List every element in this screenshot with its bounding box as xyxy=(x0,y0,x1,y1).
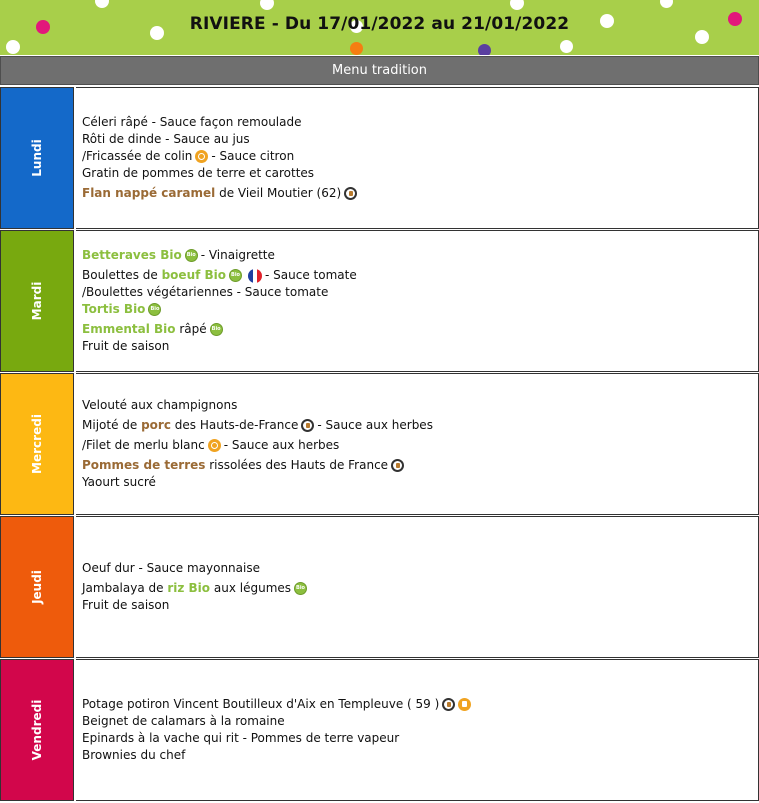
day-row-jeudi xyxy=(0,516,759,658)
local-product-icon xyxy=(442,698,455,711)
decor-dot xyxy=(6,40,20,54)
menu-line: Brownies du chef xyxy=(82,748,186,762)
day-name: Mercredi xyxy=(30,414,44,474)
day-name: Mardi xyxy=(30,281,44,321)
local-product-icon xyxy=(301,419,314,432)
dish-text: - Sauce aux herbes xyxy=(223,438,340,452)
menu-line: Fruit de saison xyxy=(82,598,170,612)
day-name: Vendredi xyxy=(30,699,44,761)
dish-text: - Sauce citron xyxy=(211,149,295,163)
day-menu-jeudi xyxy=(76,516,759,658)
decor-dot xyxy=(350,42,363,55)
decor-dot xyxy=(510,0,524,10)
dish-text: /Filet de merlu blanc xyxy=(82,438,205,452)
day-row-lundi xyxy=(0,87,759,229)
organic-text: Emmental Bio xyxy=(82,322,176,336)
day-row-vendredi xyxy=(0,659,759,801)
organic-icon xyxy=(294,582,307,595)
day-name: Jeudi xyxy=(30,570,44,604)
header-banner xyxy=(0,0,759,55)
menu-line xyxy=(82,301,758,318)
page-title: RIVIERE - Du 17/01/2022 au 21/01/2022 xyxy=(189,14,570,34)
dish-text: Potage potiron Vincent Boutilleux d'Aix en Templeuve ( 59 ) xyxy=(82,697,440,711)
dish-text: - Sauce tomate xyxy=(265,268,357,282)
farmer-icon xyxy=(458,698,471,711)
local-product-text: Flan nappé caramel xyxy=(82,186,216,200)
day-menu-mercredi xyxy=(76,373,759,515)
day-label-mercredi xyxy=(0,373,74,515)
organic-text: Tortis Bio xyxy=(82,302,146,316)
decor-dot xyxy=(260,0,274,10)
organic-text: Betteraves Bio xyxy=(82,248,182,262)
decor-dot xyxy=(478,44,491,55)
menu-line xyxy=(82,457,758,474)
day-label-vendredi xyxy=(0,659,74,801)
decor-dot xyxy=(560,40,573,53)
dish-text: - Vinaigrette xyxy=(200,248,275,262)
menu-line: Oeuf dur - Sauce mayonnaise xyxy=(82,561,260,575)
day-row-mardi xyxy=(0,230,759,372)
dish-text: râpé xyxy=(179,322,207,336)
menu-line xyxy=(82,247,758,264)
dish-text: /Fricassée de colin xyxy=(82,149,193,163)
menu-line: Gratin de pommes de terre et carottes xyxy=(82,166,315,180)
menu-line: Fruit de saison xyxy=(82,339,170,353)
menu-line: /Boulettes végétariennes - Sauce tomate xyxy=(82,285,329,299)
day-menu-mardi xyxy=(76,230,759,372)
menu-table xyxy=(0,87,759,802)
menu-line xyxy=(82,417,758,434)
menu-line: Epinards à la vache qui rit - Pommes de terre vapeur xyxy=(82,731,400,745)
day-row-mercredi xyxy=(0,373,759,515)
day-name: Lundi xyxy=(30,139,44,177)
menu-line xyxy=(82,580,758,597)
menu-line: Yaourt sucré xyxy=(82,475,156,489)
day-label-jeudi xyxy=(0,516,74,658)
menu-line xyxy=(82,696,758,713)
organic-text: riz Bio xyxy=(167,581,211,595)
local-product-icon xyxy=(391,459,404,472)
day-label-mardi xyxy=(0,230,74,372)
organic-icon xyxy=(229,269,242,282)
dish-text: - Sauce aux herbes xyxy=(317,418,433,432)
local-product-text: Pommes de terres xyxy=(82,458,206,472)
dish-text: Mijoté de xyxy=(82,418,138,432)
decor-dot xyxy=(95,0,109,8)
dish-text: de Vieil Moutier (62) xyxy=(219,186,342,200)
decor-dot xyxy=(660,0,673,8)
french-flag-icon xyxy=(248,269,262,283)
dish-text: aux légumes xyxy=(213,581,292,595)
menu-line: Rôti de dinde - Sauce au jus xyxy=(82,132,250,146)
menu-line xyxy=(82,267,758,284)
menu-line: Beignet de calamars à la romaine xyxy=(82,714,285,728)
dish-text: Jambalaya de xyxy=(82,581,164,595)
local-product-text: porc xyxy=(141,418,171,432)
menu-line xyxy=(82,321,758,338)
dish-text: des Hauts-de-France xyxy=(174,418,299,432)
day-menu-lundi xyxy=(76,87,759,229)
sustainable-fishing-icon xyxy=(195,150,208,163)
menu-line xyxy=(82,185,758,202)
day-label-lundi xyxy=(0,87,74,229)
menu-line xyxy=(82,437,758,454)
organic-icon xyxy=(185,249,198,262)
menu-line: Céleri râpé - Sauce façon remoulade xyxy=(82,115,302,129)
menu-line: Velouté aux champignons xyxy=(82,398,238,412)
menu-line xyxy=(82,148,758,165)
dish-text: rissolées des Hauts de France xyxy=(209,458,389,472)
local-product-icon xyxy=(344,187,357,200)
organic-icon xyxy=(210,323,223,336)
dish-text: Boulettes de xyxy=(82,268,158,282)
day-menu-vendredi xyxy=(76,659,759,801)
menu-type-bar: Menu tradition xyxy=(0,56,759,85)
sustainable-fishing-icon xyxy=(208,439,221,452)
organic-text: boeuf Bio xyxy=(161,268,227,282)
organic-icon xyxy=(148,303,161,316)
